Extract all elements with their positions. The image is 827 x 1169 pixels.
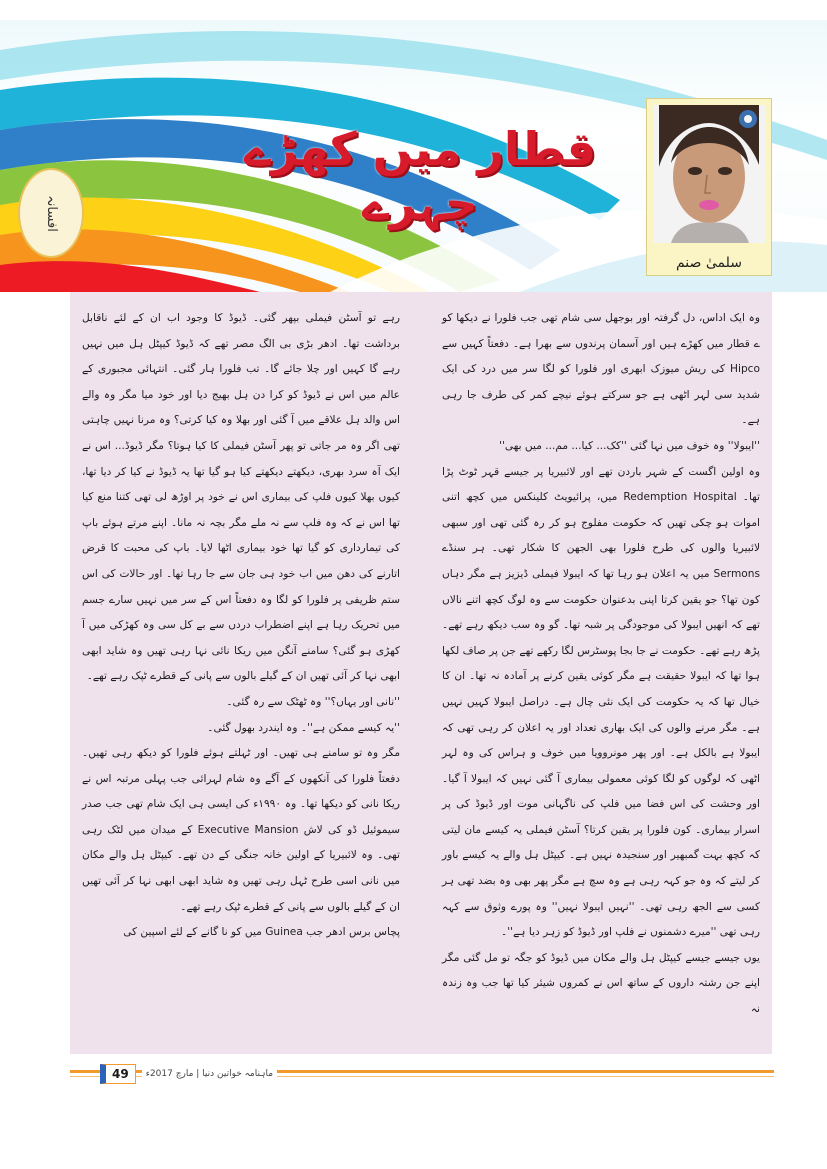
author-name: سلمیٰ صنم (675, 255, 742, 271)
section-label-text: افسانہ (43, 194, 59, 232)
paragraph: ''ایبولا'' وہ خوف میں نہا گئی ''کک... کیا... مم... میں بھی'' (499, 439, 760, 452)
paragraph: وہ ایک اداس، دل گرفتہ اور بوجھل سی شام تھی جب فلورا نے دیکھا کو ے قطار میں کھڑے ہیں اور آسمان پرندوں سے بھرا ہے۔ دفعتاً کہیں سے Hipco کی ریش میوزک ابھری اور فلورا کو لگا سر میں درد کی ایک شدید سی لہر اٹھی ہے جو سرکتے ہوئے نیچے کمر کی طرف جا رہی ہے۔ (442, 312, 760, 427)
paragraph: یوں جیسے جیسے کیپٹل ہل والے مکان میں ڈیوڈ کو جگہ تو مل گئی مگر اپنے جن رشتہ داروں کے ساتھ اس نے کمروں شیئر کیا تھا جب وہ زندہ نہ (442, 951, 760, 1016)
paragraph: رہے تو آسٹن فیملی بپھر گئی۔ ڈیوڈ کا وجود اب ان کے لئے ناقابل برداشت تھا۔ ادھر بڑی بی الگ مصر تھے کہ ڈیوڈ کیپٹل ہل میں نہیں رہے گا کہیں اور چلا جائے گا۔ تب فلورا ہار گئی۔ انتہائی مجبوری کے عالم میں اس نے ڈیوڈ کو کرا دن ہل بھیج دیا اور خود میا مگر وہ والے اس والد ہل علاقے میں آ گئی اور بھلا وہ کیا کرتی؟ وہ مرنا نہیں چاہتی تھی اگر وہ مر جاتی تو پھر آسٹن فیملی کا کیا ہوتا؟ مگر ڈیوڈ... اس نے ایک آہ سرد بھری، دیکھتے دیکھتے کیا ہو گیا تھا یہ ڈیوڈ نے کیا کر دیا تھا، کیوں بھلا کیوں فلپ کی بیماری اس نے خود پر اوڑھ لی تھی کتنا منع کیا تھا اس نے کہ وہ فلپ سے نہ ملے مگر بچہ نہ مانا۔ اپنے مرتے ہوئے باپ کی تیمارداری کو گیا تھا خود بیماری اٹھا لایا۔ باپ کی محبت کا قرض اتارنے کی دھن میں اب خود ہی جان سے جا رہا تھا۔ اور حالات کی اس ستم ظریفی پر فلورا کو لگا وہ دفعتاً اس کے سر میں نہیں سارے جسم میں تحریک رہا ہے اپنے اضطراب دردں سے بے کل سی وہ کھڑکی میں آ کھڑی ہو گئی؟ سامنے آنگن میں ریکا نائی نہا رہی تھیں وہ شاید ابھی ابھی نہا کر آئی تھیں ان کے گیلے بالوں سے پانی کے قطرے ٹپک رہے تھے۔ (82, 312, 400, 683)
author-portrait-image (653, 105, 765, 243)
paragraph: مگر وہ تو سامنے ہی تھیں۔ اور ٹہلتے ہوئے فلورا کو دیکھ رہی تھیں۔ دفعتاً فلورا کی آنکھوں کے آگے وہ شام لہرائی جب پہلی مرتبہ اس نے ریکا نانی کو دیکھا تھا۔ وہ ۱۹۹۰ء کی ایسی ہی ایک شام تھی جب صدر سیموئیل ڈو کی لاش Executive Mansion کے میدان میں لٹک رہی تھی۔ وہ لائبیریا کے اولین خانہ جنگی کے دن تھے۔ کیپٹل ہل والے مکان میں نانی اسی طرح ٹہل رہی تھیں وہ شاید ابھی ابھی نہا کر آئی تھیں ان کے گیلے بالوں سے پانی کے قطرے ٹپک رہے تھے۔ (82, 747, 400, 913)
article-column-right (442, 306, 760, 1023)
paragraph: ''یہ کیسے ممکن ہے''۔ وہ ایندرد بھول گئی۔ (207, 721, 400, 734)
paragraph: وہ اولین اگست کے شہر باردن تھے اور لائبیریا پر جیسے قہر ٹوٹ پڑا تھا۔ Redemption Hospital میں، پرائیویٹ کلینکس میں کچھ اتنی اموات ہو چکی تھیں کہ حکومت مفلوج ہو کر رہ گئی تھی اور سبھی لائبیریا والوں کی طرح فلورا بھی الجھن کا شکار تھی۔ ہر سنڈے Sermons میں یہ اعلان ہو رہا تھا کہ ایبولا فیملی ڈیزیز ہے مگر دہاں کون تھا؟ جو یقین کرتا اپنی بدعنوان حکومت سے وہ لوگ کچھ اتنے نالاں تھے کہ انھیں ایبولا کی موجودگی پر شبہ تھا۔ گو وہ سب دیکھ رہے تھے۔ پڑھ رہے تھے۔ حکومت نے جا بجا پوسٹرس لگا رکھے تھے جن پر صاف لکھا ہوا تھا کہ ایبولا حقیقت ہے مگر کوئی یقین کرنے پر آمادہ نہ تھا۔ ان کا خیال تھا کہ یہ حکومت کی ایک نئی چال ہے۔ دراصل ایبولا کہیں نہیں ہے۔ مگر مرنے والوں کی ایک بھاری تعداد اور یہ اعلان کر رہی تھی کہ ایبولا ہے بالکل ہے۔ اور پھر مونروویا میں خوف و ہراس کی وہ لہر اٹھی کہ لوگوں کو لگا کوئی معمولی بیماری آ گئی نہیں کہ ایبولا آ گیا۔ اور وحشت کی اس فضا میں فلپ کی ناگہانی موت اور ڈیوڈ کی پر اسرار بیماری۔ کون فلورا پر یقین کرتا؟ آسٹن فیملی یہ کیسے مان لیتی کہ کچھ بہت گمبھیر اور سنجیدہ نہیں ہے۔ کیپٹل ہل والے یہ کیسے باور کر لیتے کہ وہ جو کہہ رہی ہے وہ سچ ہے مگر پھر بھی وہ بضد تھی ہر کسی سے الجھ رہی تھی۔ ''نہیں ایبولا نہیں'' وہ پورے وثوق سے کہہ رہی تھی ''میرے دشمنوں نے فلپ اور ڈیوڈ کو زہر دیا ہے''۔ (442, 465, 760, 939)
article-title: قطار میں کھڑے چہرے (243, 122, 597, 230)
page-number: 49 (100, 1064, 136, 1084)
section-label (18, 168, 84, 258)
article-body-panel (70, 292, 772, 1054)
magazine-issue-info: ماہنامہ خواتین دنیا | مارچ 2017ء (142, 1069, 277, 1079)
author-photo-frame (646, 98, 772, 276)
page-footer (100, 1064, 280, 1084)
article-column-left (82, 306, 400, 946)
paragraph: پچاس برس ادھر جب Guinea میں کو نا گانے کے لئے اسپین کی (123, 926, 400, 939)
paragraph: ''نانی اور یہاں؟'' وہ ٹھٹک سے رہ گئی۔ (226, 695, 400, 708)
